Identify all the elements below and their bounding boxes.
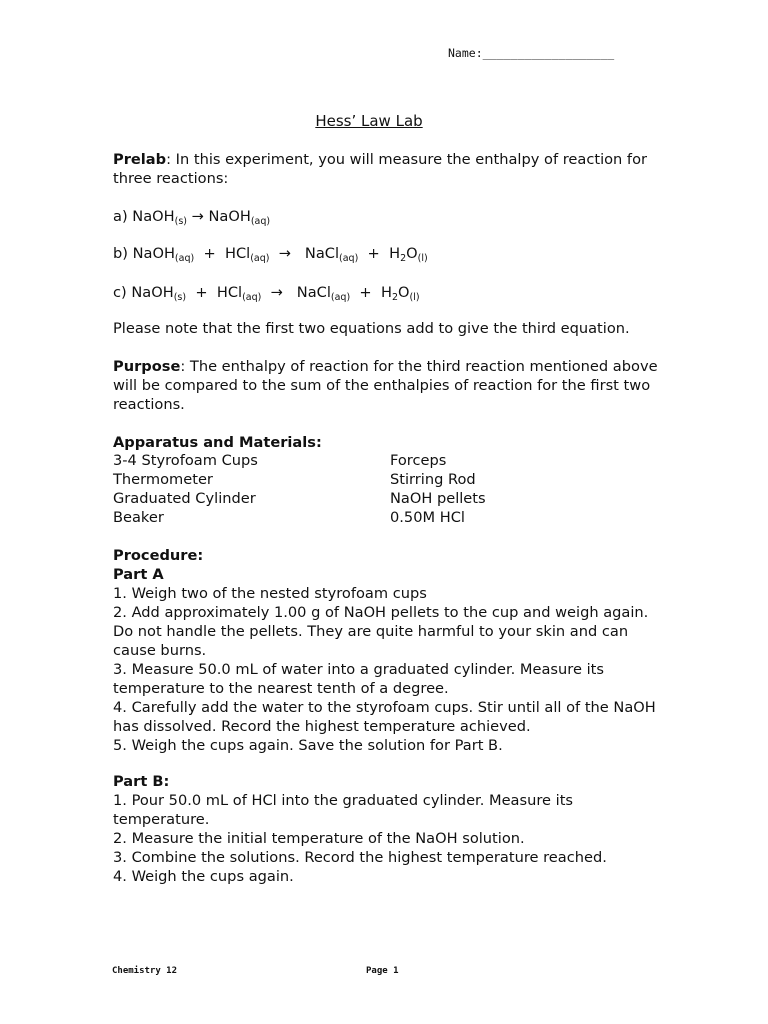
equation-c: c) NaOH$_{(s)}$ + HCl$_{(aq)}$ → NaCl$_{(aq)}$ + $H_2O_{(l)}$ xyxy=(113,284,420,303)
procedure-step: 1. Pour 50.0 mL of HCl into the graduated cylinder. Measure its temperature. xyxy=(113,792,574,828)
material-item: Forceps xyxy=(390,452,447,469)
footer-course: Chemistry 12 xyxy=(112,966,178,976)
procedure-heading: Procedure: xyxy=(113,547,204,564)
materials-row xyxy=(113,489,486,508)
procedure-step: 5. Weigh the cups again. Save the solution for Part B. xyxy=(113,737,503,754)
materials-list xyxy=(113,451,486,527)
procedure-step: 2. Add approximately 1.00 g of NaOH pellets to the cup and weigh again. Do not handle the pellets. They are quite harmful to your skin and can cause burns. xyxy=(113,604,649,659)
procedure-step: 4. Weigh the cups again. xyxy=(113,868,294,885)
material-item: NaOH pellets xyxy=(390,490,486,507)
material-item: Beaker xyxy=(113,509,164,526)
procedure-step: 3. Combine the solutions. Record the highest temperature reached. xyxy=(113,849,607,866)
procedure-section xyxy=(113,546,673,755)
note-paragraph: Please note that the first two equations add to give the third equation. xyxy=(113,320,630,337)
part-b-section xyxy=(113,772,673,886)
material-item: 0.50M HCl xyxy=(390,509,465,526)
purpose-paragraph xyxy=(113,357,663,414)
purpose-label: Purpose xyxy=(113,358,181,375)
apparatus-heading: Apparatus and Materials: xyxy=(113,434,322,451)
document-title: Hess’ Law Lab xyxy=(315,112,423,130)
material-item: 3-4 Styrofoam Cups xyxy=(113,452,258,469)
procedure-step: 3. Measure 50.0 mL of water into a graduated cylinder. Measure its temperature to the nearest tenth of a degree. xyxy=(113,661,604,697)
materials-row xyxy=(113,451,486,470)
procedure-step: 4. Carefully add the water to the styrofoam cups. Stir until all of the NaOH has dissolved. Record the highest temperature achieved. xyxy=(113,699,656,735)
footer-page-number: Page 1 xyxy=(366,966,399,976)
procedure-step: 1. Weigh two of the nested styrofoam cups xyxy=(113,585,427,602)
part-b-heading: Part B: xyxy=(113,773,170,790)
prelab-label: Prelab xyxy=(113,151,167,168)
material-item: Graduated Cylinder xyxy=(113,490,256,507)
material-item: Thermometer xyxy=(113,471,213,488)
part-a-heading: Part A xyxy=(113,566,164,583)
equation-b: b) NaOH$_{(aq)}$ + HCl$_{(aq)}$ → NaCl$_{(aq)}$ + $H_2O_{(l)}$ xyxy=(113,245,428,264)
name-field-line: Name:___________________ xyxy=(448,46,615,60)
material-item: Stirring Rod xyxy=(390,471,476,488)
prelab-text: : In this experiment, you will measure the enthalpy of reaction for three reactions: xyxy=(113,151,648,187)
materials-row xyxy=(113,470,486,489)
equation-a: a) NaOH$_{(s)}$ → NaOH$_{(aq)}$ xyxy=(113,208,271,227)
procedure-step: 2. Measure the initial temperature of the NaOH solution. xyxy=(113,830,525,847)
purpose-text: : The enthalpy of reaction for the third reaction mentioned above will be compared to the sum of the enthalpies of reaction for the first two reactions. xyxy=(113,358,658,413)
materials-row xyxy=(113,508,486,527)
prelab-paragraph xyxy=(113,150,673,188)
